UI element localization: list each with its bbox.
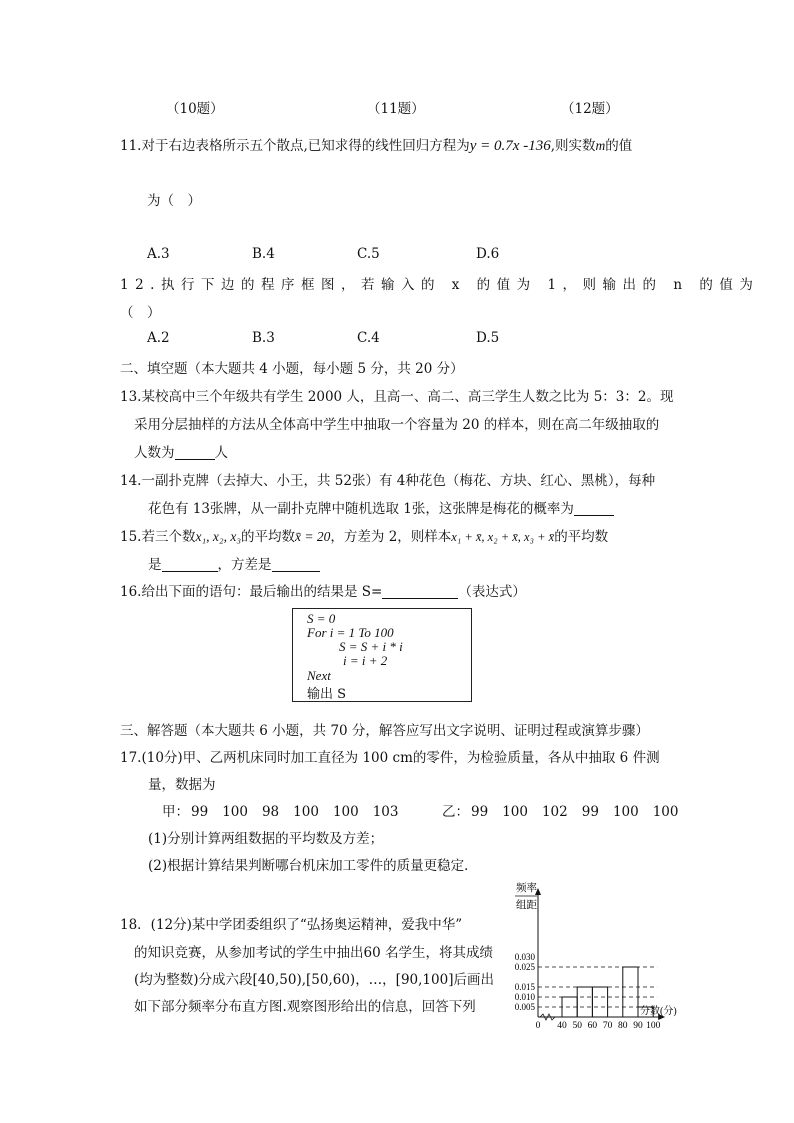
q15-text-e: 是 — [148, 557, 162, 573]
q15-text-d: 的平均数 — [554, 529, 609, 545]
q15-variance-blank[interactable] — [272, 557, 320, 572]
q14-text: 花色有 13张牌，从一副扑克牌中随机选取 1张，这张牌是梅花的概率为 — [148, 501, 574, 517]
q15-mean-blank[interactable] — [162, 557, 218, 572]
q15-line1 — [120, 525, 608, 545]
x-tick-label: 70 — [602, 1021, 613, 1030]
q16-text-b: （表达式） — [458, 584, 526, 600]
jia-value: 99 — [191, 804, 209, 820]
y-axis-label-bottom: 组距 — [516, 900, 537, 911]
y-axis-label-top: 频率 — [516, 883, 537, 894]
q17-data-jia — [162, 800, 399, 820]
q13-answer-blank[interactable] — [175, 445, 215, 460]
q12-stem: 12.执行下边的程序框图，若输入的 x 的值为 1，则输出的 n 的值为 — [120, 277, 760, 293]
q12-option-a: A.2 — [147, 330, 170, 346]
y-tick-label: 0.010 — [514, 992, 535, 1002]
q17-sub1: (1)分别计算两组数据的平均数及方差； — [148, 831, 384, 847]
q15-text-a: 15.若三个数 — [120, 529, 196, 545]
q18-line3: (均为整数)分成六段[40,50),[50,60)，…，[90,100]后画出 — [134, 972, 494, 988]
q12-stem-line2: （ ） — [120, 305, 161, 321]
x-tick-label: 0 — [535, 1021, 541, 1030]
section-3-title: 三、解答题（本大题共 6 小题，共 70 分，解答应写出文字说明、证明过程或演算步骤） — [120, 723, 649, 739]
figure-caption-10: （10题） — [166, 101, 224, 117]
frequency-histogram — [500, 880, 740, 1030]
q11-text-c: 的值 — [605, 138, 633, 154]
jia-value: 103 — [372, 804, 399, 820]
yi-value: 99 — [581, 804, 599, 820]
code-line-6: 输出 S — [307, 687, 347, 702]
histogram-bar — [577, 987, 592, 1017]
q13-line1: 13.某校高中三个年级共有学生 2000 人，且高一、高二、高三学生人数之比为 5：3：2。现 — [120, 389, 674, 405]
yi-value: 100 — [502, 804, 528, 820]
figure-caption-12: （12题） — [561, 101, 619, 117]
x-tick-label: 50 — [572, 1021, 582, 1030]
figure-caption-11: （11题） — [367, 101, 425, 117]
q15-sample-expr: x₁ + x̄, x₂ + x̄, x₃ + x̄ — [451, 530, 555, 544]
section-2-title: 二、填空题（本大题共 4 小题，每小题 5 分，共 20 分） — [120, 361, 464, 377]
q17-line1: 17.(10分)甲、乙两机床同时加工直径为 100 cm的零件，为检验质量，各从中抽取 6 件测 — [120, 750, 660, 766]
q11-option-d: D.6 — [476, 246, 500, 262]
yi-value: 102 — [541, 804, 568, 820]
q11-stem — [120, 134, 632, 155]
y-tick-label: 0.030 — [514, 952, 535, 962]
jia-label: 甲： — [162, 804, 189, 820]
q11-text-a: 11.对于右边表格所示五个散点,已知求得的线性回归方程为 — [120, 138, 470, 154]
q12-option-d: D.5 — [476, 330, 500, 346]
q17-line2: 量，数据为 — [148, 777, 216, 793]
q15-mean-expr: x̄ = 20 — [295, 529, 331, 544]
q12-option-b: B.3 — [252, 330, 275, 346]
code-line-1: S = 0 — [307, 611, 336, 626]
histogram-bar — [592, 987, 607, 1017]
q17-sub2: (2)根据计算结果判断哪台机床加工零件的质量更稳定． — [148, 858, 478, 874]
q14-line2 — [148, 497, 614, 517]
q11-option-b: B.4 — [252, 246, 275, 262]
y-tick-label: 0.005 — [514, 1002, 535, 1012]
q15-text-f: ，方差是 — [217, 557, 272, 573]
q11-text-b: ,则实数 — [550, 138, 596, 154]
jia-value: 100 — [332, 804, 359, 820]
q18-line1: 18．(12分)某中学团委组织了“弘扬奥运精神，爱我中华” — [120, 917, 463, 933]
histogram-bar — [623, 967, 638, 1017]
yi-value: 99 — [471, 804, 489, 820]
x-tick-label: 90 — [633, 1021, 643, 1030]
q15-line2 — [148, 553, 320, 573]
q12-option-c: C.4 — [357, 330, 380, 346]
q14-answer-blank[interactable] — [574, 501, 614, 516]
jia-value: 100 — [222, 804, 248, 820]
jia-value: 98 — [261, 804, 280, 820]
q16-line1 — [120, 580, 526, 600]
code-line-5: Next — [307, 668, 331, 683]
q13-line2: 采用分层抽样的方法从全体高中学生中抽取一个容量为 20 的样本，则在高二年级抽取的 — [134, 417, 660, 433]
q13-text-b: 人 — [214, 445, 228, 461]
q11-option-a: A.3 — [147, 246, 170, 262]
code-line-4: i = i + 2 — [343, 653, 388, 668]
q11-var-m: m — [595, 138, 606, 153]
y-tick-label: 0.025 — [514, 962, 535, 972]
code-box — [292, 608, 472, 702]
q13-line3 — [134, 441, 228, 461]
q15-vars: x₁, x₂, x₃ — [195, 529, 242, 544]
yi-label: 乙： — [442, 804, 469, 820]
yi-value: 100 — [612, 804, 639, 820]
q15-text-c: ，方差为 2，则样本 — [330, 529, 452, 545]
q13-text-a: 人数为 — [134, 445, 175, 461]
yi-value: 100 — [652, 804, 679, 820]
x-tick-label: 60 — [587, 1021, 598, 1030]
q11-option-c: C.5 — [357, 246, 380, 262]
code-line-2: For i = 1 To 100 — [307, 625, 394, 640]
jia-value: 100 — [293, 804, 319, 820]
code-line-3: S = S + i * i — [339, 639, 403, 654]
q11-equation: y = 0.7x -136 — [469, 138, 551, 154]
q17-data-yi — [442, 800, 679, 820]
q18-line2: 的知识竞赛，从参加考试的学生中抽出60 名学生，将其成绩 — [134, 945, 493, 961]
q11-stem-line2: 为（ ） — [147, 193, 201, 209]
x-tick-label: 100 — [646, 1021, 661, 1030]
q15-text-b: 的平均数 — [241, 529, 296, 545]
x-axis-label: 分数(分) — [640, 1006, 677, 1017]
q16-text-a: 16.给出下面的语句：最后输出的结果是 S= — [120, 584, 383, 600]
q14-line1: 14.一副扑克牌（去掉大、小王，共 52张）有 4种花色（梅花、方块、红心、黑桃），每种 — [120, 473, 656, 489]
x-tick-label: 80 — [618, 1021, 628, 1030]
q18-line4: 如下部分频率分布直方图.观察图形给出的信息，回答下列 — [134, 999, 476, 1015]
y-tick-label: 0.015 — [514, 982, 535, 992]
q16-answer-blank[interactable] — [382, 584, 458, 599]
x-tick-label: 40 — [557, 1021, 567, 1030]
